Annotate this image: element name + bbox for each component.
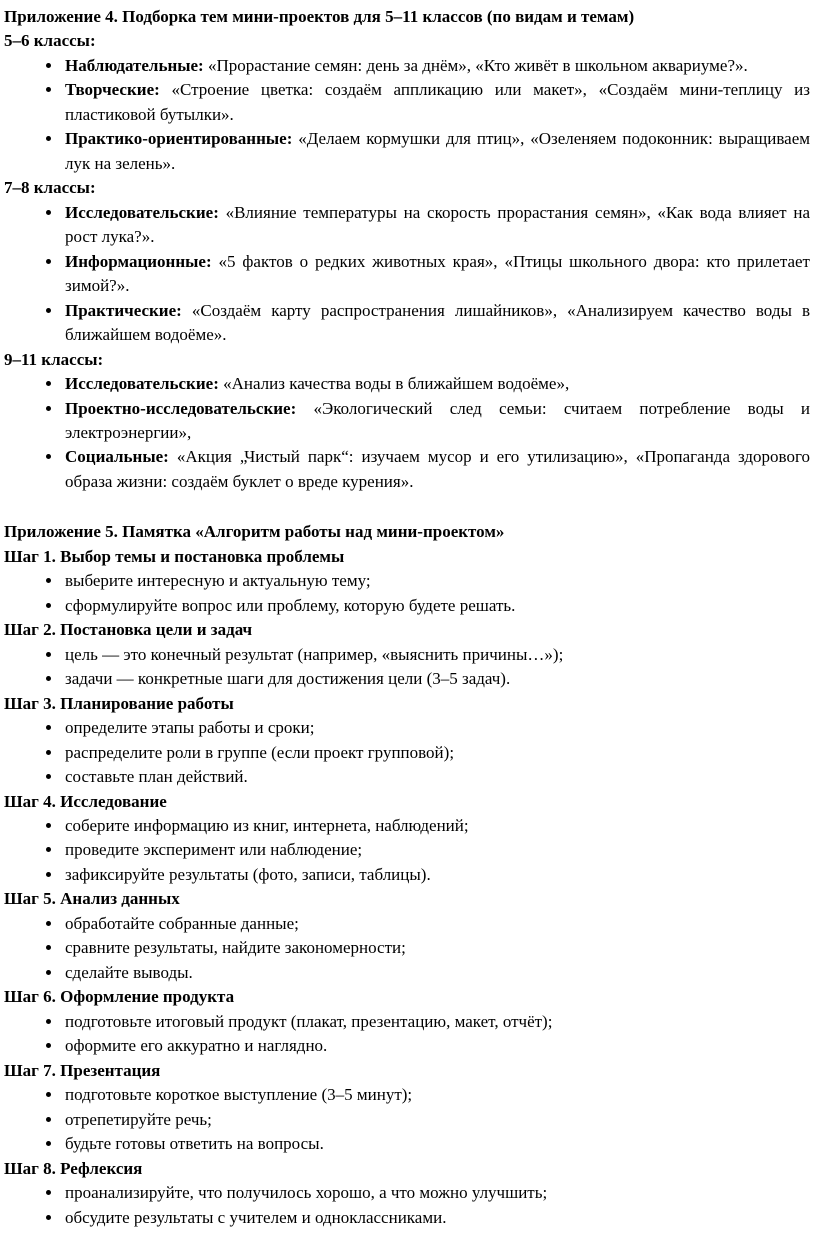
step-item: • будьте готовы ответить на вопросы. bbox=[63, 1132, 810, 1156]
step-item: • задачи — конкретные шаги для достижения цели (3–5 задач). bbox=[63, 667, 810, 691]
project-type-label: Информационные: bbox=[65, 251, 212, 271]
appendix5-title: Приложение 5. Памятка «Алгоритм работы над мини-проектом» bbox=[4, 522, 505, 542]
project-list-9-11 bbox=[4, 372, 810, 494]
appendix5-section bbox=[4, 520, 810, 1230]
step-item: • проанализируйте, что получилось хорошо, а что можно улучшить; bbox=[63, 1181, 810, 1205]
project-type-label: Наблюдательные: bbox=[65, 55, 204, 75]
step-heading-4: Шаг 4. Исследование bbox=[4, 791, 167, 811]
step-list-1 bbox=[4, 569, 810, 618]
step-item: • проведите эксперимент или наблюдение; bbox=[63, 838, 810, 862]
project-examples: «Экологический след семьи: считаем потребление воды и электроэнергии», bbox=[65, 398, 811, 442]
project-type-label: Исследовательские: bbox=[65, 374, 219, 394]
step-item: • обработайте собранные данные; bbox=[63, 912, 810, 936]
project-type-label: Исследовательские: bbox=[65, 202, 219, 222]
project-type-label: Проектно-исследовательские: bbox=[65, 398, 297, 418]
step-item: • определите этапы работы и сроки; bbox=[63, 716, 810, 740]
step-list-7 bbox=[4, 1083, 810, 1156]
project-examples: «Акция „Чистый парк“: изучаем мусор и его утилизацию», «Пропаганда здорового образа жизни: создаём буклет о вреде курения». bbox=[65, 447, 810, 491]
step-item: • оформите его аккуратно и наглядно. bbox=[63, 1034, 810, 1058]
step-item: • обсудите результаты с учителем и одноклассниками. bbox=[63, 1206, 810, 1230]
project-list-7-8 bbox=[4, 201, 810, 348]
step-item: • сделайте выводы. bbox=[63, 961, 810, 985]
project-type-label: Практические: bbox=[65, 300, 182, 320]
project-examples: «Прорастание семян: день за днём», «Кто живёт в школьном аквариуме?». bbox=[207, 55, 748, 75]
project-item bbox=[63, 250, 810, 299]
step-heading-2: Шаг 2. Постановка цели и задач bbox=[4, 620, 253, 640]
step-item: • зафиксируйте результаты (фото, записи, таблицы). bbox=[63, 863, 810, 887]
step-list-6 bbox=[4, 1010, 810, 1059]
step-list-4 bbox=[4, 814, 810, 887]
project-item bbox=[63, 78, 810, 127]
step-list-3 bbox=[4, 716, 810, 789]
project-examples: «5 фактов о редких животных края», «Птицы школьного двора: кто прилетает зимой?». bbox=[65, 251, 810, 296]
project-list-5-6 bbox=[4, 54, 810, 176]
step-heading-3: Шаг 3. Планирование работы bbox=[4, 693, 234, 713]
project-item bbox=[63, 397, 810, 446]
project-examples: «Влияние температуры на скорость прорастания семян», «Как вода влияет на рост лука?». bbox=[65, 202, 810, 247]
step-item: • выберите интересную и актуальную тему; bbox=[63, 569, 810, 593]
project-examples: «Строение цветка: создаём аппликацию или макет», «Создаём мини-теплицу из пластиковой бутылки». bbox=[65, 80, 810, 124]
step-heading-1: Шаг 1. Выбор темы и постановка проблемы bbox=[4, 546, 345, 566]
step-list-5 bbox=[4, 912, 810, 985]
appendix4-section bbox=[4, 5, 810, 494]
step-item: • подготовьте короткое выступление (3–5 минут); bbox=[63, 1083, 810, 1107]
grade-heading-9-11: 9–11 классы: bbox=[4, 349, 104, 369]
step-item: • отрепетируйте речь; bbox=[63, 1108, 810, 1132]
step-heading-8: Шаг 8. Рефлексия bbox=[4, 1158, 143, 1178]
grade-heading-7-8: 7–8 классы: bbox=[4, 178, 96, 198]
project-item bbox=[63, 127, 810, 176]
step-item: • подготовьте итоговый продукт (плакат, презентацию, макет, отчёт); bbox=[63, 1010, 810, 1034]
step-list-8 bbox=[4, 1181, 810, 1230]
project-examples: «Делаем кормушки для птиц», «Озеленяем подоконник: выращиваем лук на зелень». bbox=[65, 129, 810, 173]
step-heading-7: Шаг 7. Презентация bbox=[4, 1060, 161, 1080]
project-item bbox=[63, 445, 810, 494]
step-item: • составьте план действий. bbox=[63, 765, 810, 789]
step-item: • соберите информацию из книг, интернета, наблюдений; bbox=[63, 814, 810, 838]
project-examples: «Создаём карту распространения лишайников», «Анализируем качество воды в ближайшем водоёме». bbox=[65, 300, 810, 345]
project-type-label: Творческие: bbox=[65, 80, 160, 100]
project-item bbox=[63, 299, 810, 348]
step-item: • цель — это конечный результат (например, «выяснить причины…»); bbox=[63, 643, 810, 667]
step-item: • сравните результаты, найдите закономерности; bbox=[63, 936, 810, 960]
appendix4-title: Приложение 4. Подборка тем мини-проектов для 5–11 классов (по видам и темам) bbox=[4, 7, 635, 26]
step-heading-5: Шаг 5. Анализ данных bbox=[4, 889, 180, 909]
project-item bbox=[63, 54, 810, 78]
project-examples: «Анализ качества воды в ближайшем водоёме», bbox=[223, 374, 570, 394]
project-type-label: Практико-ориентированные: bbox=[65, 129, 293, 149]
project-type-label: Социальные: bbox=[65, 447, 169, 467]
project-item bbox=[63, 372, 810, 396]
grade-heading-5-6: 5–6 классы: bbox=[4, 31, 96, 51]
step-heading-6: Шаг 6. Оформление продукта bbox=[4, 987, 235, 1007]
project-item bbox=[63, 201, 810, 250]
step-list-2 bbox=[4, 643, 810, 692]
step-item: • распределите роли в группе (если проект групповой); bbox=[63, 741, 810, 765]
step-item: • сформулируйте вопрос или проблему, которую будете решать. bbox=[63, 594, 810, 618]
